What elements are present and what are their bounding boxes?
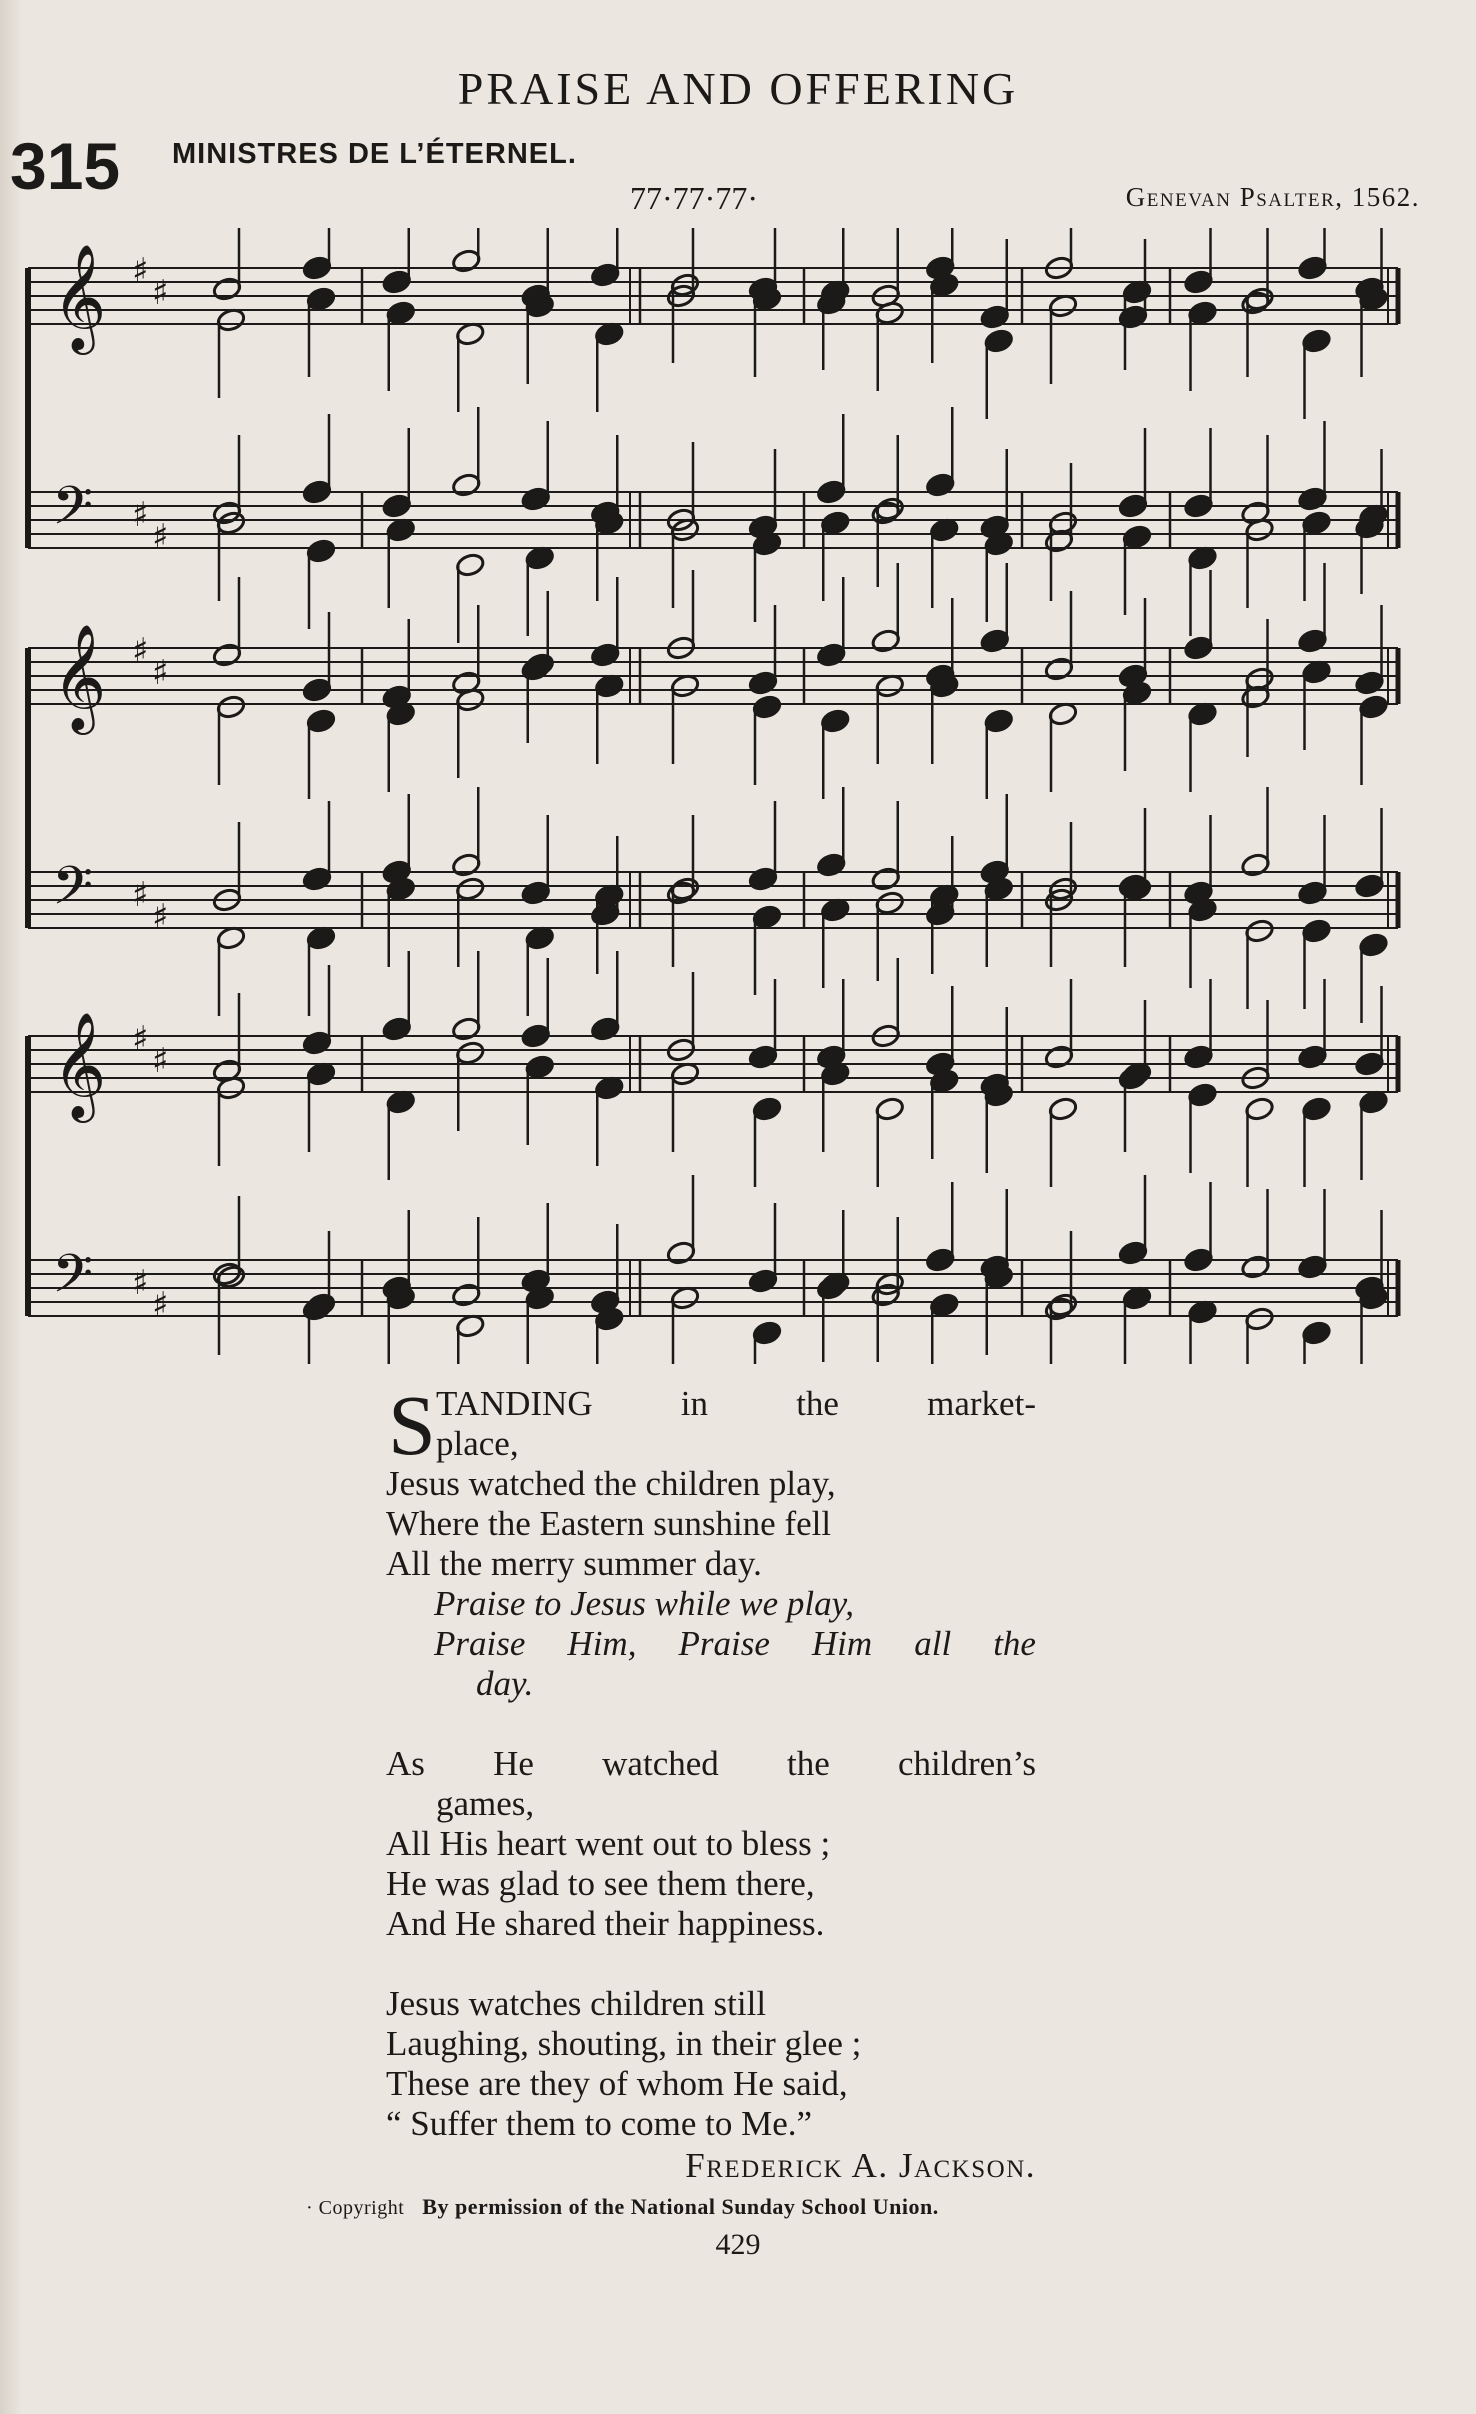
drop-cap: S [388, 1377, 436, 1473]
note-head [212, 642, 243, 668]
sharp-sign: ♯ [152, 897, 169, 937]
note-head [1183, 635, 1214, 661]
note-head [820, 708, 851, 734]
sharp-sign: ♯ [152, 273, 169, 313]
sharp-sign: ♯ [132, 875, 149, 915]
note-head [1118, 1240, 1149, 1266]
author: Frederick A. Jackson. [685, 2146, 1036, 2185]
word: Him [811, 1624, 873, 1663]
page-edge-shadow [0, 0, 22, 2414]
note-head [666, 1240, 697, 1266]
copyright-line [306, 2194, 1116, 2220]
note-head [1118, 304, 1149, 330]
note-head [1122, 524, 1153, 550]
verse-line: All the merry summer day. [386, 1544, 762, 1583]
note-head [748, 670, 779, 696]
sharp-sign: ♯ [132, 1019, 149, 1059]
note-head [748, 866, 779, 892]
word: watched [602, 1744, 719, 1783]
note-head [302, 677, 333, 703]
note-head [1240, 290, 1271, 316]
word: children’s [897, 1744, 1036, 1783]
note-head [1301, 1320, 1332, 1346]
note-head [524, 1054, 555, 1080]
bass-clef: 𝄢 [52, 856, 94, 930]
note-head [925, 1247, 956, 1273]
copyright-tag: · Copyright [306, 2197, 405, 2219]
word: market- [927, 1384, 1036, 1423]
note-head [929, 1292, 960, 1318]
word: As [386, 1744, 425, 1783]
note-head [1358, 694, 1389, 720]
note-head [870, 628, 901, 654]
note-head [302, 1030, 333, 1056]
note-head [666, 880, 697, 906]
treble-clef: 𝄞 [52, 1011, 107, 1118]
note-head [520, 486, 551, 512]
note-head [1244, 918, 1275, 944]
note-head [455, 1040, 486, 1066]
note-head [590, 1016, 621, 1042]
note-head [1118, 493, 1149, 519]
note-head [212, 276, 243, 302]
bleed-through-text [1326, 110, 1436, 190]
note-head [1044, 1044, 1075, 1070]
note-head [1187, 1082, 1218, 1108]
note-head [1048, 1096, 1079, 1122]
word: in [680, 1384, 709, 1423]
note-head [455, 552, 486, 578]
sharp-sign: ♯ [132, 1263, 149, 1303]
verse-2 [386, 1744, 1036, 1944]
verse-line: All His heart went out to bless ; [386, 1824, 831, 1863]
note-head [874, 496, 905, 522]
treble-clef: 𝄞 [52, 623, 107, 730]
note-head [1297, 486, 1328, 512]
refrain-line [434, 1624, 1036, 1664]
note-head [1183, 493, 1214, 519]
music-score [22, 228, 1410, 1364]
verse-line: place, [436, 1424, 519, 1463]
verse-line: Jesus watches children still [386, 1984, 767, 2023]
note-head [520, 880, 551, 906]
note-head [1301, 510, 1332, 536]
note-head [451, 248, 482, 274]
note-head [816, 479, 847, 505]
sharp-sign: ♯ [132, 631, 149, 671]
note-head [925, 472, 956, 498]
verse-2-first-line [386, 1744, 1036, 1784]
word: all [914, 1624, 952, 1663]
note-head [1301, 918, 1332, 944]
note-head [874, 890, 905, 916]
treble-clef: 𝄞 [52, 243, 107, 350]
note-head [1301, 1096, 1332, 1122]
note-head [306, 708, 337, 734]
copyright-text: By permission of the National Sunday School Union. [422, 2194, 939, 2219]
note-head [983, 708, 1014, 734]
sharp-sign: ♯ [132, 251, 149, 291]
sharp-sign: ♯ [132, 495, 149, 535]
note-head [1244, 1096, 1275, 1122]
sharp-sign: ♯ [152, 1041, 169, 1081]
sharp-sign: ♯ [152, 1285, 169, 1325]
note-head [451, 1282, 482, 1308]
note-head [1244, 666, 1275, 692]
verse-line: These are they of whom He said, [386, 2064, 848, 2103]
note-head [752, 1096, 783, 1122]
note-head [748, 1044, 779, 1070]
note-head [1044, 656, 1075, 682]
note-head [1297, 880, 1328, 906]
note-head [1187, 300, 1218, 326]
refrain-line: Praise to Jesus while we play, [434, 1584, 854, 1623]
note-head [983, 328, 1014, 354]
note-head [979, 628, 1010, 654]
note-head [1354, 873, 1385, 899]
note-head [979, 304, 1010, 330]
note-head [1183, 1044, 1214, 1070]
note-head [752, 1320, 783, 1346]
verse-1 [386, 1377, 1036, 1704]
word: Him, [567, 1624, 637, 1663]
note-head [455, 876, 486, 902]
note-head [1244, 286, 1275, 312]
meter: 77·77·77· [630, 180, 758, 216]
hymn-number: 315 [10, 129, 121, 203]
note-head [302, 866, 333, 892]
note-head [1297, 628, 1328, 654]
verse-line: Where the Eastern sunshine fell [386, 1504, 832, 1543]
word: Praise [678, 1624, 770, 1663]
note-head [816, 642, 847, 668]
composer-attribution: Genevan Psalter, 1562. [1125, 182, 1420, 212]
verse-3 [386, 1984, 1036, 2144]
note-head [302, 479, 333, 505]
verse-line: “ Suffer them to come to Me.” [386, 2104, 813, 2143]
note-head [1183, 269, 1214, 295]
note-head [1048, 1292, 1079, 1318]
note-head [302, 255, 333, 281]
note-head [816, 852, 847, 878]
tune-name: MINISTRES DE L’ÉTERNEL. [172, 138, 577, 170]
note-head [306, 538, 337, 564]
note-head [1301, 328, 1332, 354]
word: the [796, 1384, 839, 1423]
note-head [385, 300, 416, 326]
note-head [874, 1096, 905, 1122]
note-head [306, 286, 337, 312]
note-head [451, 852, 482, 878]
sharp-sign: ♯ [152, 517, 169, 557]
sharp-sign: ♯ [152, 653, 169, 693]
verse-line: And He shared their happiness. [386, 1904, 825, 1943]
note-head [1183, 1247, 1214, 1273]
note-head [520, 1023, 551, 1049]
verse-line: Laughing, shouting, in their glee ; [386, 2024, 862, 2063]
section-title: PRAISE AND OFFERING [457, 63, 1019, 114]
note-head [381, 269, 412, 295]
note-head [1297, 255, 1328, 281]
note-head [1358, 932, 1389, 958]
hymn-text [386, 1377, 1036, 2186]
note-head [381, 1016, 412, 1042]
note-head [1354, 670, 1385, 696]
note-head [1048, 510, 1079, 536]
note-head [1044, 1296, 1075, 1322]
note-head [670, 876, 701, 902]
note-head [216, 694, 247, 720]
note-head [1240, 852, 1271, 878]
verse-line: Jesus watched the children play, [386, 1464, 836, 1503]
note-head [451, 1016, 482, 1042]
note-head [381, 493, 412, 519]
word: the [993, 1624, 1036, 1663]
note-head [870, 866, 901, 892]
note-head [1297, 1044, 1328, 1070]
note-head [752, 904, 783, 930]
note-head [1240, 1254, 1271, 1280]
word: the [786, 1744, 830, 1783]
word: He [493, 1744, 534, 1783]
word: TANDING [436, 1384, 593, 1423]
note-head [870, 500, 901, 526]
note-head [216, 510, 247, 536]
bass-clef: 𝄢 [52, 1244, 94, 1318]
page-number: 429 [715, 2228, 761, 2261]
verse-line: He was glad to see them there, [386, 1864, 815, 1903]
verse-line: games, [436, 1784, 535, 1823]
note-head [590, 642, 621, 668]
note-head [1354, 1051, 1385, 1077]
note-head [752, 694, 783, 720]
note-head [1297, 1254, 1328, 1280]
bass-clef: 𝄢 [52, 476, 94, 550]
note-head [748, 1268, 779, 1294]
note-head [1244, 1306, 1275, 1332]
note-head [820, 510, 851, 536]
word: Praise [434, 1624, 526, 1663]
refrain-line: day. [476, 1664, 534, 1703]
note-head [451, 472, 482, 498]
note-head [590, 262, 621, 288]
refrain [386, 1584, 1036, 1704]
